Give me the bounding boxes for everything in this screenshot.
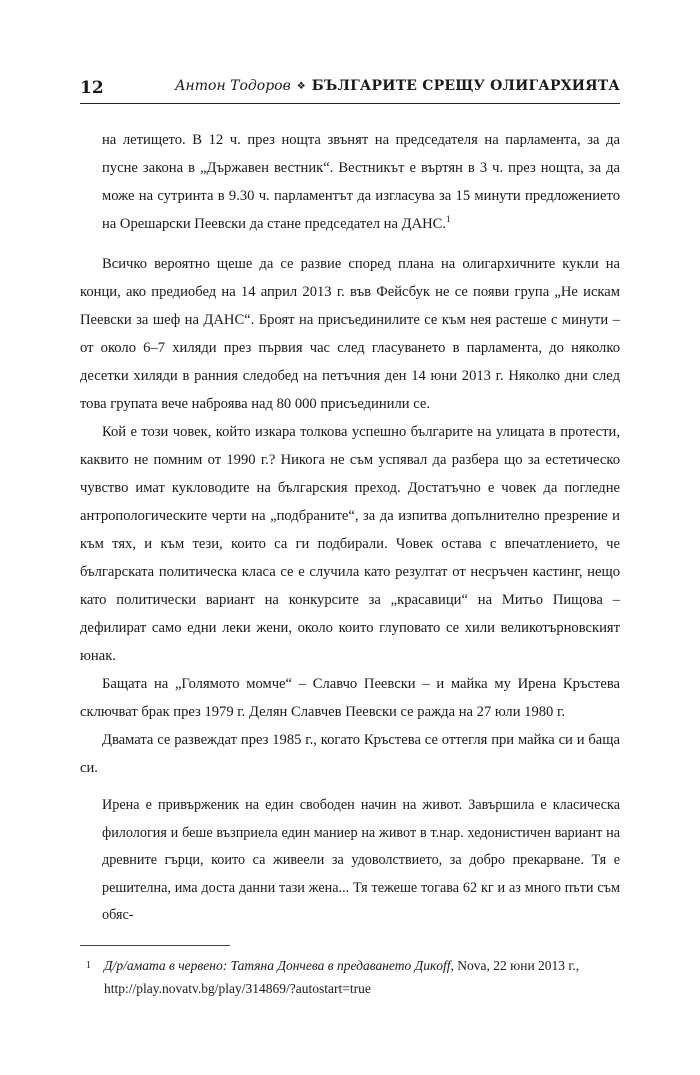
footnote-reference: 1 bbox=[446, 214, 451, 225]
block-quote-bottom: Ирена е привърженик на един свободен начин на живот. Завършила е класическа филология и беше възприела един маниер на живот в т.нар. хедонистичен вариант на древните гърци, които са живеели за удоволствието, за добро прекарване. Тя е решителна, има доста данни тази жена... Тя тежеше тогава 62 кг и аз много пъти съм обяс- bbox=[102, 797, 620, 923]
footnote-rule bbox=[80, 945, 230, 946]
footnote-source-title: Д/р/амата в червено: Татяна Дончева в предаването Дикoff bbox=[104, 958, 451, 973]
block-quote-top-text: на летището. В 12 ч. през нощта звънят на председателя на парламента, за да пусне закона в „Държавен вестник“. Вестникът е въртян в 3 ч. през нощта, за да може на сутринта в 9.30 ч. парламентът да изгласува за 15 минути предложението на Орешарски Пеевски да стане председател на ДАНС. bbox=[102, 132, 620, 232]
book-title: БЪЛГАРИТЕ СРЕЩУ ОЛИГАРХИЯТА bbox=[311, 78, 620, 94]
paragraph: Всичко вероятно щеше да се развие според плана на олигархичните кукли на конци, ако предиобед на 14 април 2013 г. във Фейсбук не се появи група „Не искам Пеевски за шеф на ДАНС“. Броят на присъединилите се към нея растеше с минути – от около 6–7 хиляди през първия час след гласуването в парламента, до няколко десетки хиляди в ранния следобед на петъчния ден 14 юни 2013 г. Няколко дни след това групата вече наброява над 80 000 присъединили се. bbox=[80, 256, 620, 412]
paragraph: Двамата се развеждат през 1985 г., когато Кръстева се оттегля при майка си и баща си. bbox=[80, 732, 620, 776]
body-text bbox=[80, 126, 620, 930]
page-number: 12 bbox=[80, 78, 104, 98]
footnote bbox=[86, 954, 620, 1000]
header-rule bbox=[80, 103, 620, 104]
separator-ornament: ❖ bbox=[296, 81, 306, 92]
running-head bbox=[175, 78, 620, 94]
footnote-source-details: , Nova, 22 юни 2013 г., http://play.novatv.bg/play/314869/?autostart=true bbox=[104, 958, 580, 996]
paragraph: Кой е този човек, който изкара толкова успешно българите на улицата в протести, каквито не помним от 1990 г.? Никога не съм успявал да разбера що за естетическо чувство имат кукловодите на българския преход. Достатъчно е човек да погледне антропологическите черти на „подбраните“, за да изпитва допълнително презрение и към тях, и към тези, които са ги подбирали. Човек остава с впечатлението, че българската политическа класа се е случила като резултат от несръчен кастинг, нещо като политически вариант на конкурсите за „красавици“ на Митьо Пищова – дефилират само едни леки жени, около които глуповато се хили великотърновският юнак. bbox=[80, 424, 620, 664]
author-name: Антон Тодоров bbox=[174, 78, 291, 94]
block-quote-top bbox=[80, 126, 620, 238]
running-header bbox=[80, 70, 620, 104]
footnote-marker: 1 bbox=[86, 960, 91, 971]
paragraph: Бащата на „Голямото момче“ – Славчо Пеевски – и майка му Ирена Кръстева сключват брак през 1979 г. Делян Славчев Пеевски се ражда на 27 юли 1980 г. bbox=[80, 676, 620, 720]
